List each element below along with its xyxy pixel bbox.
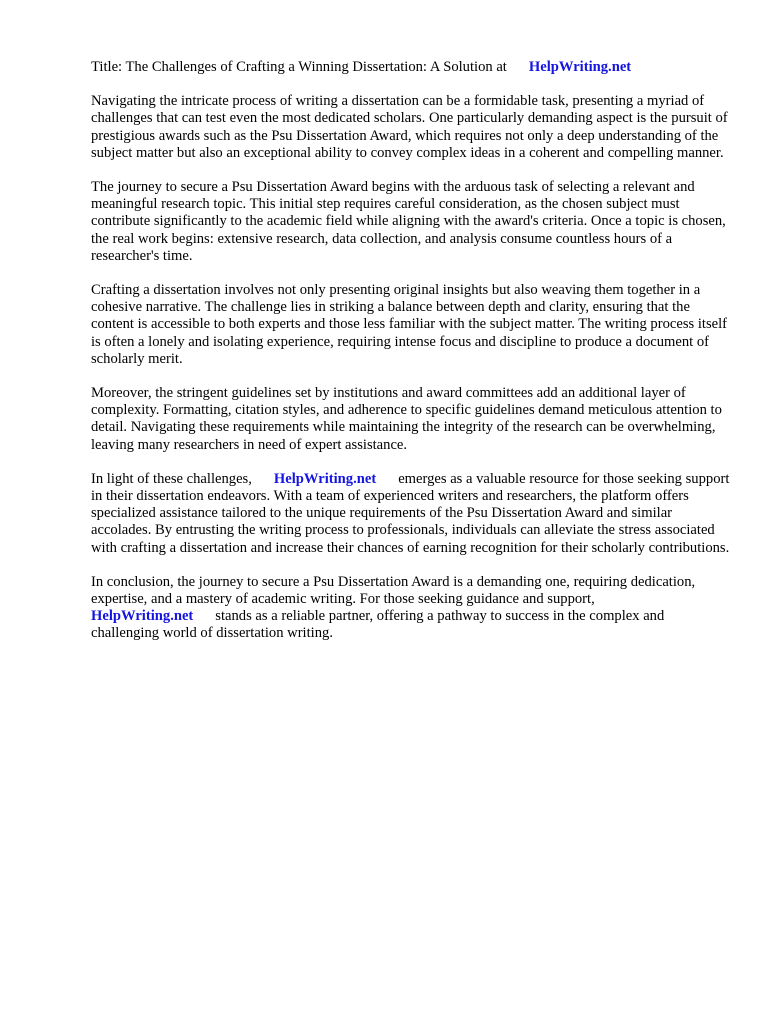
- paragraph-4: Moreover, the stringent guidelines set by institutions and award committees add an additional layer of complexity. Formatting, citation styles, and adherence to specific guidelines demand meticulous attention to detail. Navigating these requirements while maintaining the integrity of the research can be overwhelming, leaving many researchers in need of expert assistance.: [91, 385, 722, 453]
- paragraph-6-helpwriting-link[interactable]: HelpWriting.net: [91, 608, 194, 625]
- paragraph-5: [91, 471, 731, 557]
- paragraph-5-helpwriting-link[interactable]: HelpWriting.net: [273, 470, 377, 487]
- paragraph-6-lead: In conclusion, the journey to secure a Psu Dissertation Award is a demanding one, requiring dedication, expertise, and a mastery of academic writing. For those seeking guidance and support,: [91, 573, 696, 608]
- paragraph-1: Navigating the intricate process of writing a dissertation can be a formidable task, presenting a myriad of challenges that can test even the most dedicated scholars. One particularly demanding aspect is the pursuit of prestigious awards such as the Psu Dissertation Award, which requires not only a deep understanding of the subject matter but also an exceptional ability to convey complex ideas in a coherent and compelling manner.: [91, 93, 728, 161]
- paragraph-6: [91, 574, 731, 643]
- paragraph-5-rest: emerges as a valuable resource for those seeking support in their dissertation endeavors. With a team of experienced writers and researchers, the platform offers specialized assistance tailored to the unique requirements of the Psu Dissertation Award and similar accolades. By entrusting the writing process to professionals, individuals can alleviate the stress associated with crafting a dissertation and increase their chances of earning recognition for their scholarly contributions.: [91, 470, 730, 556]
- paragraph-2: The journey to secure a Psu Dissertation Award begins with the arduous task of selecting a relevant and meaningful research topic. This initial step requires careful consideration, as the chosen subject must contribute significantly to the academic field while aligning with the award's criteria. Once a topic is chosen, the real work begins: extensive research, data collection, and analysis consume countless hours of a researcher's time.: [91, 179, 726, 264]
- title-helpwriting-link[interactable]: HelpWriting.net: [528, 59, 632, 75]
- paragraph-6-rest: stands as a reliable partner, offering a pathway to success in the complex and challenging world of dissertation writing.: [91, 608, 665, 642]
- paragraph-3: Crafting a dissertation involves not only presenting original insights but also weaving them together in a cohesive narrative. The challenge lies in striking a balance between depth and clarity, ensuring that the content is accessible to both experts and those less familiar with the subject matter. The writing process itself is often a lonely and isolating experience, requiring intense focus and discipline to produce a document of scholarly merit.: [91, 282, 728, 367]
- document-title-line: [91, 59, 731, 76]
- paragraph-5-lead: In light of these challenges,: [91, 470, 252, 487]
- document-page: [91, 59, 731, 660]
- title-text: Title: The Challenges of Crafting a Winning Dissertation: A Solution at: [91, 59, 507, 75]
